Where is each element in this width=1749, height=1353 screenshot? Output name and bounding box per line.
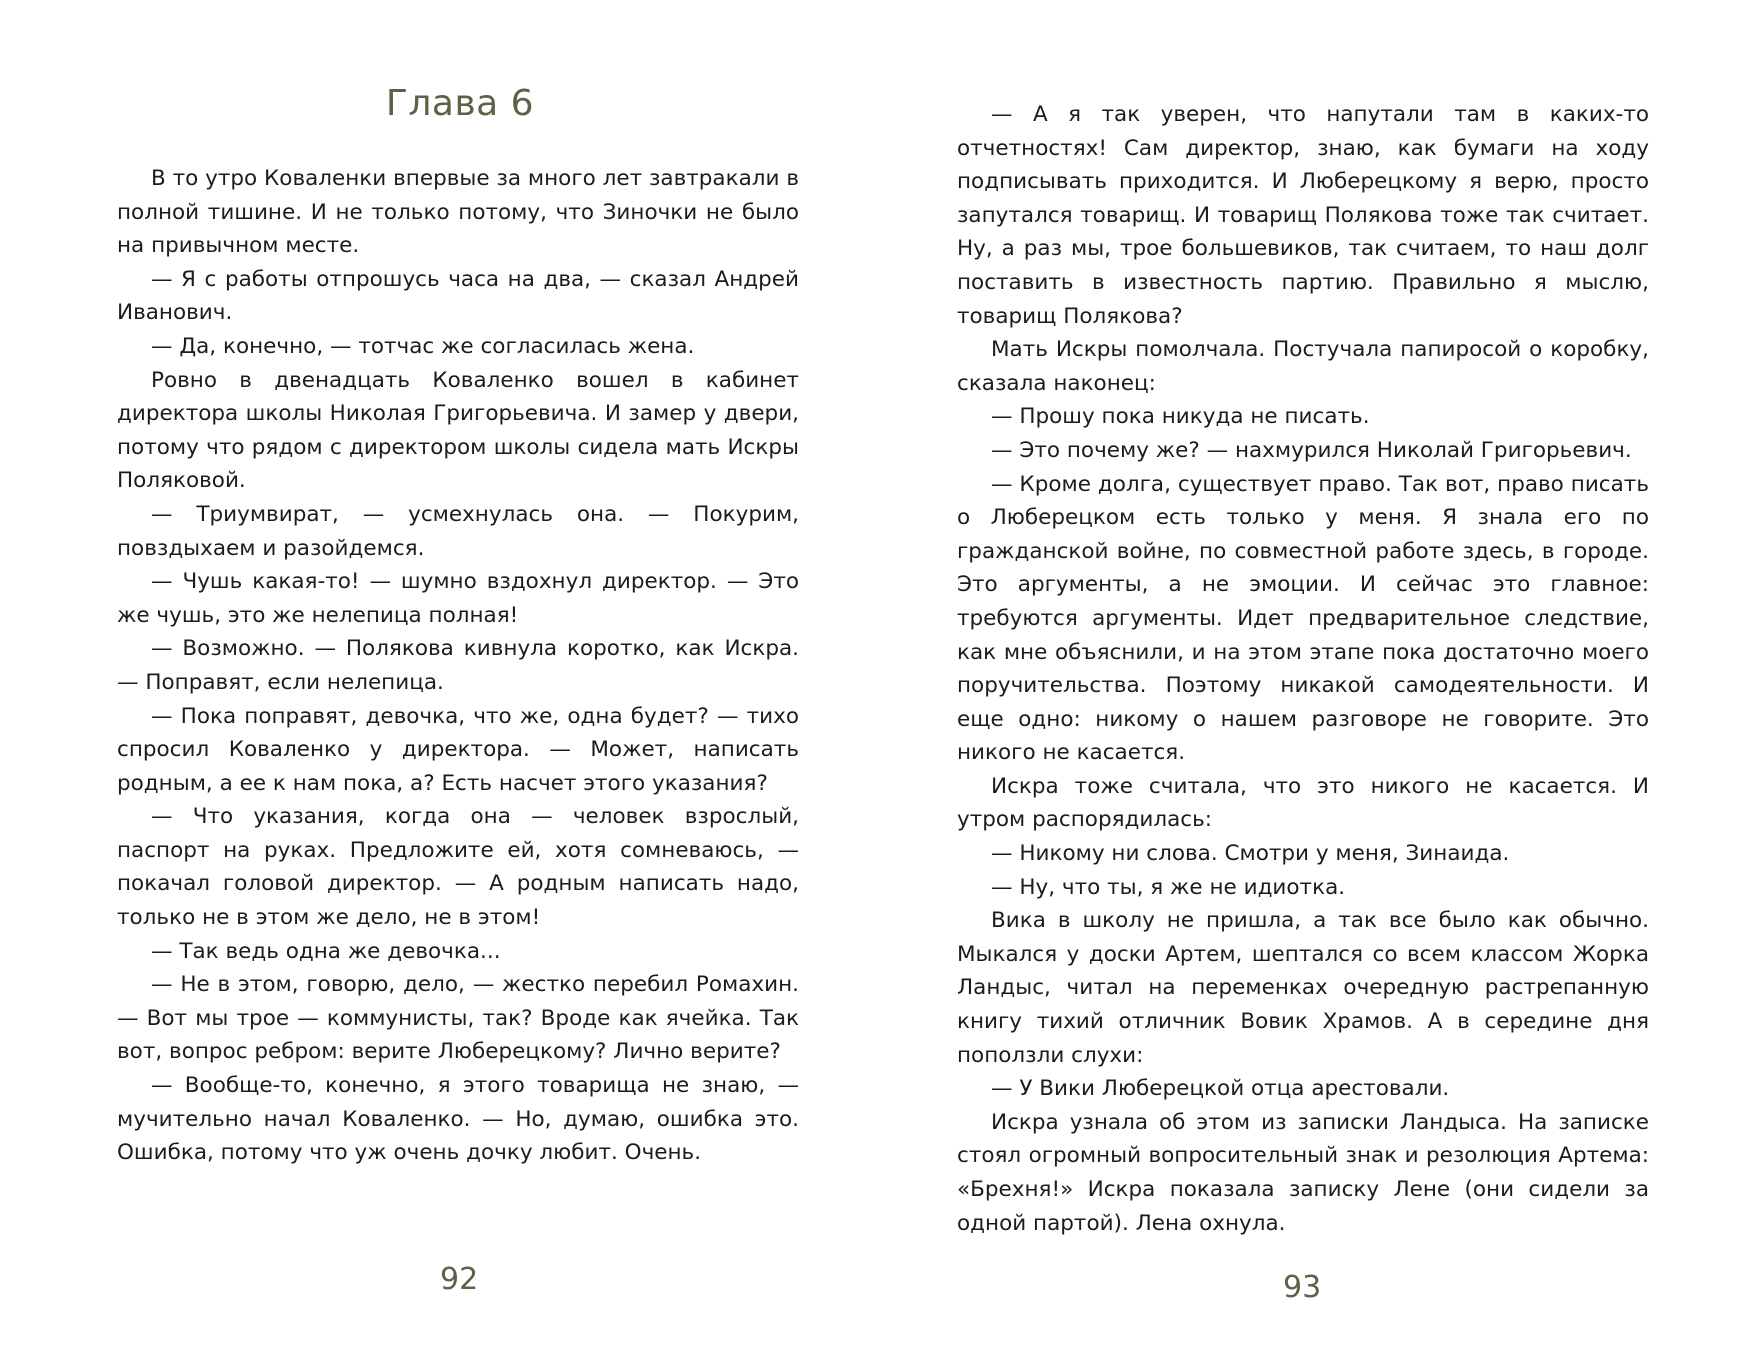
right-page	[874, 0, 1749, 1353]
paragraph: Вика в школу не пришла, а так все было как обычно. Мыкался у доски Артем, шептался со всем классом Жорка Ландыс, читал на переменках очередную растрепанную книгу тихий отличник Вовик Храмов. А в середине дня поползли слухи:	[957, 908, 1649, 1068]
paragraph: — Не в этом, говорю, дело, — жестко перебил Ромахин. — Вот мы трое — коммунисты, так? Вроде как ячейка. Так вот, вопрос ребром: верите Люберецкому? Лично верите?	[117, 972, 799, 1065]
paragraph: Мать Искры помолчала. Постучала папиросой о коробку, сказала наконец:	[957, 337, 1649, 396]
paragraph: — Ну, что ты, я же не идиотка.	[991, 874, 1346, 900]
chapter-title: Глава 6	[385, 83, 535, 124]
paragraph: — У Вики Люберецкой отца арестовали.	[991, 1076, 1450, 1102]
left-page	[0, 0, 874, 1353]
paragraph: — Это почему же? — нахмурился Николай Григорьевич.	[991, 437, 1632, 463]
paragraph: — Что указания, когда она — человек взрослый, паспорт на руках. Предложите ей, хотя сомневаюсь, — покачал головой директор. — А родным написать надо, только не в этом же дело, не в этом!	[117, 804, 799, 931]
paragraph: — Пока поправят, девочка, что же, одна будет? — тихо спросил Коваленко у директора. — Может, написать родным, а ее к нам пока, а? Есть насчет этого указания?	[117, 703, 799, 796]
paragraph: В то утро Коваленки впервые за много лет завтракали в полной тишине. И не только потому, что Зиночки не было на привычном месте.	[117, 166, 799, 259]
paragraph: — Чушь какая-то! — шумно вздохнул директор. — Это же чушь, это же нелепица полная!	[117, 569, 799, 628]
paragraph: — Да, конечно, — тотчас же согласилась жена.	[151, 333, 695, 359]
paragraph: — Прошу пока никуда не писать.	[991, 404, 1370, 430]
paragraph: Искра узнала об этом из записки Ландыса. На записке стоял огромный вопросительный знак и резолюция Артема: «Брехня!» Искра показала записку Лене (они сидели за одной партой). Лена охнула.	[957, 1109, 1649, 1236]
right-page-text	[957, 98, 1649, 1240]
page-number: 93	[1283, 1270, 1322, 1305]
paragraph: — Никому ни слова. Смотри у меня, Зинаида.	[991, 841, 1510, 867]
paragraph: — Так ведь одна же девочка...	[151, 938, 501, 964]
paragraph: Ровно в двенадцать Коваленко вошел в кабинет директора школы Николая Григорьевича. И замер у двери, потому что рядом с директором школы сидела мать Искры Поляковой.	[117, 367, 799, 494]
page-number: 92	[440, 1262, 479, 1297]
paragraph: — Возможно. — Полякова кивнула коротко, как Искра. — Поправят, если нелепица.	[117, 636, 799, 695]
paragraph: — А я так уверен, что напутали там в каких-то отчетностях! Сам директор, знаю, как бумаги на ходу подписывать приходится. И Люберецкому я верю, просто запутался товарищ. И товарищ Полякова тоже так считает. Ну, а раз мы, трое большевиков, так считаем, то наш долг поставить в известность партию. Правильно я мыслю, товарищ Полякова?	[957, 102, 1649, 329]
paragraph: — Вообще-то, конечно, я этого товарища не знаю, — мучительно начал Коваленко. — Но, думаю, ошибка это. Ошибка, потому что уж очень дочку любит. Очень.	[117, 1073, 799, 1166]
paragraph: Искра тоже считала, что это никого не касается. И утром распорядилась:	[957, 773, 1649, 833]
paragraph: — Кроме долга, существует право. Так вот, право писать о Люберецком есть только у меня. Я знала его по гражданской войне, по совместной работе здесь, в городе. Это аргументы, а не эмоции. И сейчас это главное: требуются аргументы. Идет предварительное следствие, как мне объяснили, и на этом этапе пока достаточно моего поручительства. Поэтому никакой самодеятельности. И еще одно: никому о нашем разговоре не говорите. Это никого не касается.	[957, 471, 1649, 766]
left-page-text	[117, 162, 799, 1170]
paragraph: — Я с работы отпрошусь часа на два, — сказал Андрей Иванович.	[117, 266, 799, 326]
paragraph: — Триумвират, — усмехнулась она. — Покурим, повздыхаем и разойдемся.	[117, 501, 799, 561]
